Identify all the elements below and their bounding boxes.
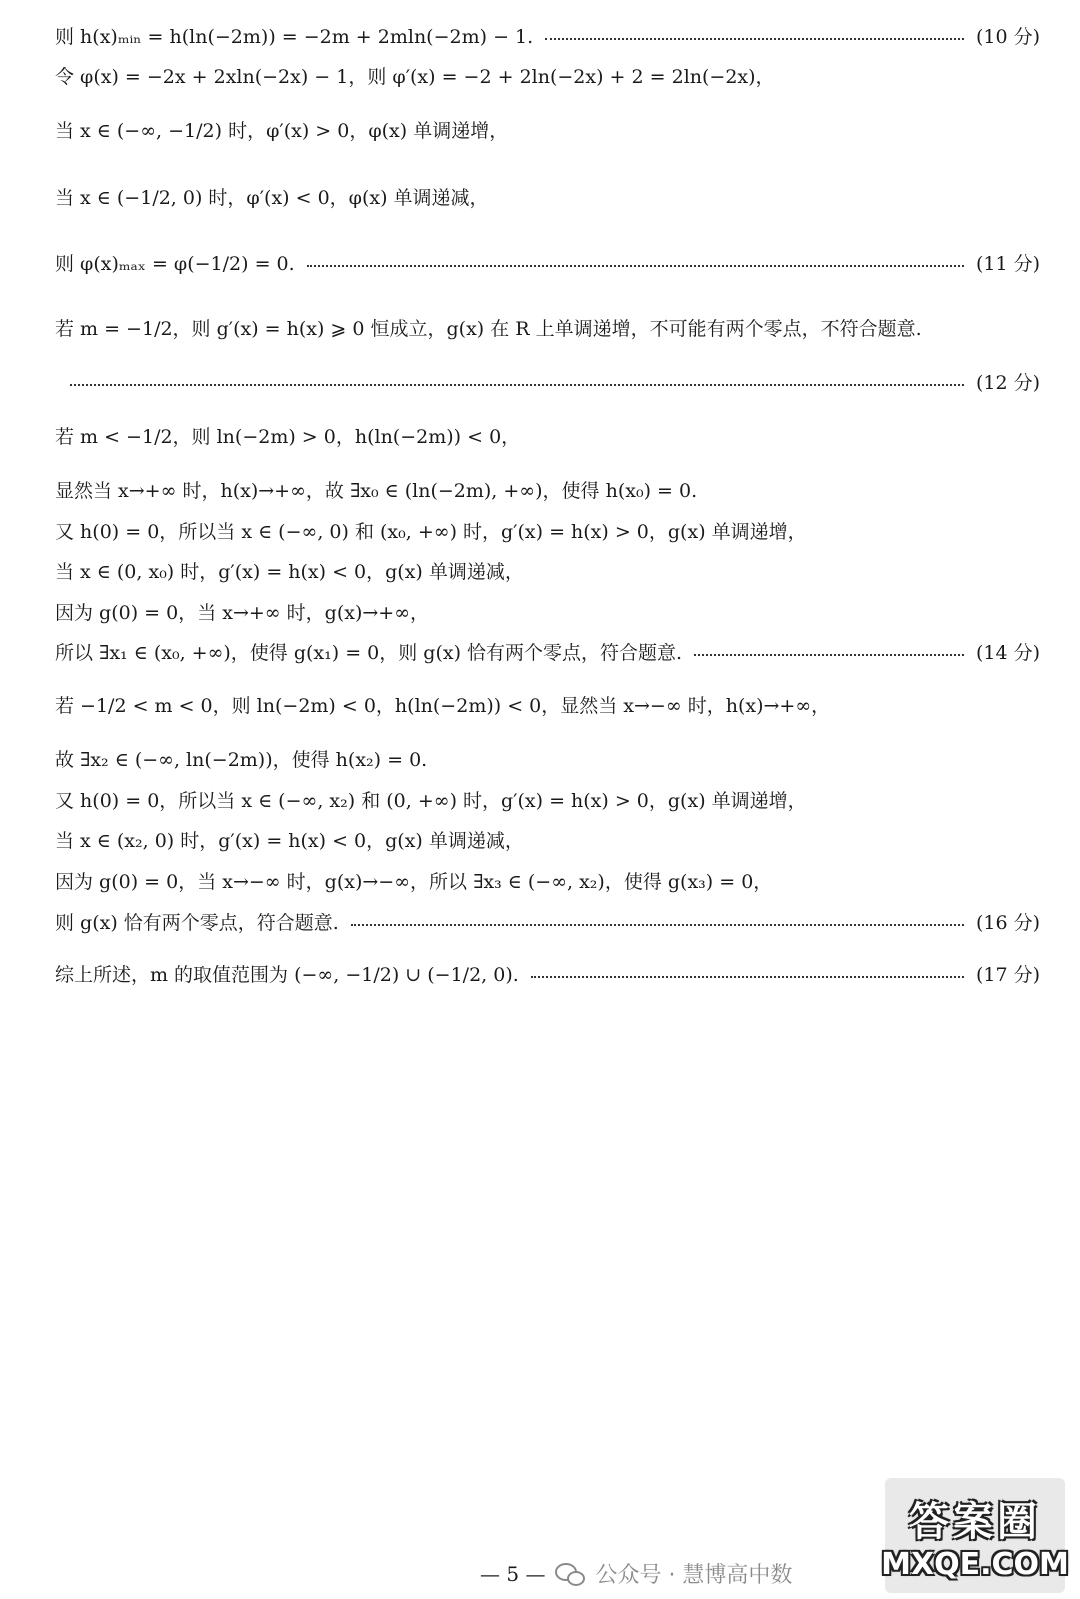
score-label: (12 分) <box>975 372 1040 394</box>
line-text: 若 m < −1/2，则 ln(−2m) > 0，h(ln(−2m)) < 0， <box>55 426 521 448</box>
solution-line-2 <box>55 62 1040 89</box>
line-text: 若 −1/2 < m < 0，则 ln(−2m) < 0，h(ln(−2m)) < 0，显然当 x→−∞ 时，h(x)→+∞， <box>55 695 831 717</box>
line-text: 当 x ∈ (−1/2, 0) 时，φ′(x) < 0，φ(x) 单调递减， <box>55 187 489 209</box>
solution-line-6 <box>55 314 1040 341</box>
site-logo <box>881 1478 1069 1593</box>
line-text: 又 h(0) = 0，所以当 x ∈ (−∞, x₂) 和 (0, +∞) 时，g′(x) = h(x) > 0，g(x) 单调递增， <box>55 790 807 812</box>
wechat-icon <box>555 1563 585 1585</box>
solution-line-12 <box>55 598 1040 625</box>
dot-leader <box>545 38 964 40</box>
solution-line-18 <box>55 867 1040 894</box>
solution-line-10 <box>55 517 1040 544</box>
solution-line-20 <box>55 960 1040 987</box>
solution-line-4 <box>55 183 1040 210</box>
solution-line-7 <box>70 368 1040 395</box>
line-text: 因为 g(0) = 0，当 x→+∞ 时，g(x)→+∞， <box>55 602 430 624</box>
solution-line-3 <box>55 116 1040 143</box>
watermark-text: 公众号 · 慧博高中数 <box>595 1563 793 1588</box>
dot-leader <box>351 924 964 926</box>
logo-bottom-text: MXQE.COM <box>881 1546 1069 1582</box>
line-text: 若 m = −1/2，则 g′(x) = h(x) ⩾ 0 恒成立，g(x) 在 R 上单调递增，不可能有两个零点，不符合题意. <box>55 318 922 340</box>
line-text: 因为 g(0) = 0，当 x→−∞ 时，g(x)→−∞，所以 ∃x₃ ∈ (−∞, x₂)，使得 g(x₃) = 0， <box>55 871 773 893</box>
solution-line-13 <box>55 638 1040 665</box>
solution-line-16 <box>55 786 1040 813</box>
line-text: 当 x ∈ (−∞, −1/2) 时，φ′(x) > 0，φ(x) 单调递增， <box>55 120 509 142</box>
line-text: 综上所述，m 的取值范围为 (−∞, −1/2) ∪ (−1/2, 0). <box>55 964 519 986</box>
line-text: 则 φ(x)ₘₐₓ = φ(−1/2) = 0. <box>55 253 295 275</box>
score-label: (10 分) <box>975 26 1040 48</box>
dot-leader <box>694 654 964 656</box>
solution-line-14 <box>55 691 1040 718</box>
line-text: 所以 ∃x₁ ∈ (x₀, +∞)，使得 g(x₁) = 0，则 g(x) 恰有两个零点，符合题意. <box>55 642 683 664</box>
logo-top-text: 答案圈 <box>909 1498 1041 1545</box>
score-label: (11 分) <box>975 253 1040 275</box>
line-text: 当 x ∈ (x₂, 0) 时，g′(x) = h(x) < 0，g(x) 单调递减， <box>55 830 524 852</box>
score-label: (14 分) <box>975 642 1040 664</box>
solution-line-15 <box>55 745 1040 772</box>
solution-line-1 <box>55 22 1040 49</box>
dot-leader <box>307 265 964 267</box>
dot-leader <box>531 976 964 978</box>
line-text: 令 φ(x) = −2x + 2xln(−2x) − 1，则 φ′(x) = −2 + 2ln(−2x) + 2 = 2ln(−2x)， <box>55 66 775 88</box>
page-number: — 5 — <box>480 1561 546 1586</box>
line-text: 显然当 x→+∞ 时，h(x)→+∞，故 ∃x₀ ∈ (ln(−2m), +∞)，使得 h(x₀) = 0. <box>55 480 698 502</box>
score-label: (16 分) <box>975 912 1040 934</box>
line-text: 又 h(0) = 0，所以当 x ∈ (−∞, 0) 和 (x₀, +∞) 时，g′(x) = h(x) > 0，g(x) 单调递增， <box>55 521 807 543</box>
solution-line-8 <box>55 422 1040 449</box>
solution-line-11 <box>55 557 1040 584</box>
solution-line-9 <box>55 476 1040 503</box>
solution-line-5 <box>55 249 1040 276</box>
solution-line-17 <box>55 826 1040 853</box>
line-text: 则 h(x)ₘᵢₙ = h(ln(−2m)) = −2m + 2mln(−2m) − 1. <box>55 26 534 48</box>
line-text: 则 g(x) 恰有两个零点，符合题意. <box>55 912 339 934</box>
score-label: (17 分) <box>975 964 1040 986</box>
page-footer <box>480 1558 792 1589</box>
solution-line-19 <box>55 908 1040 935</box>
line-text: 当 x ∈ (0, x₀) 时，g′(x) = h(x) < 0，g(x) 单调递减， <box>55 561 524 583</box>
line-text: 故 ∃x₂ ∈ (−∞, ln(−2m))，使得 h(x₂) = 0. <box>55 749 428 771</box>
dot-leader <box>70 384 964 386</box>
